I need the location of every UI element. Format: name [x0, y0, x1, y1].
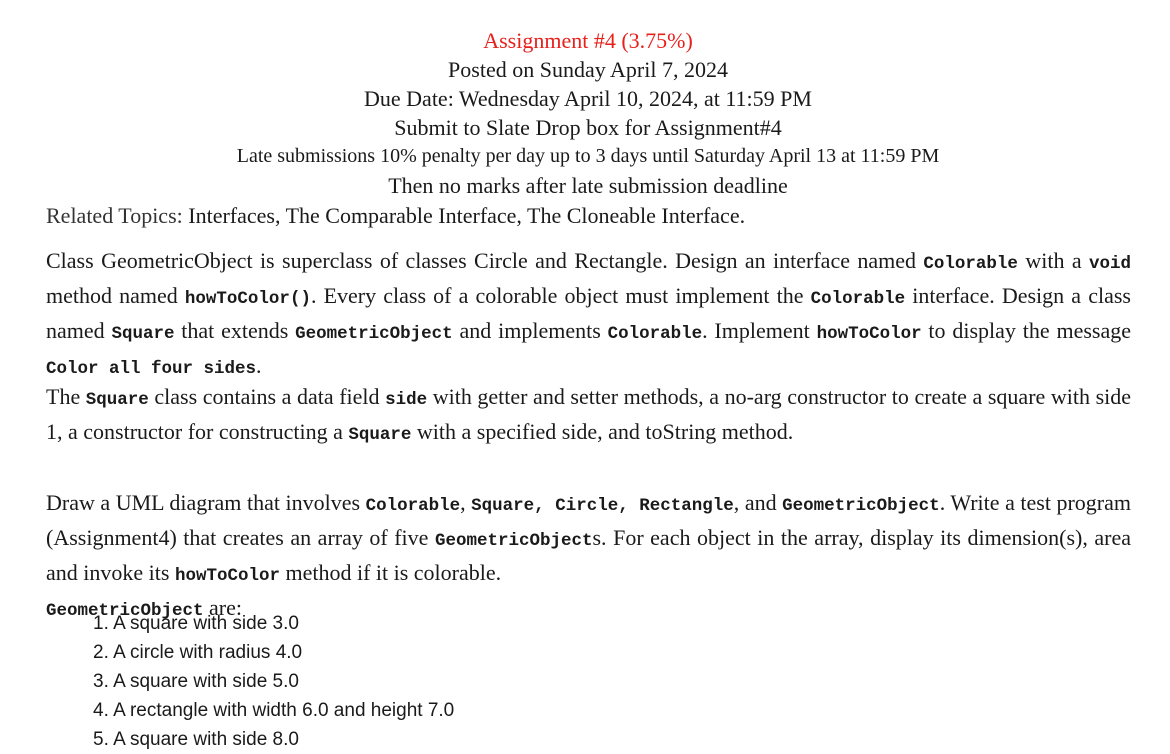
code-run: Colorable: [365, 496, 461, 516]
assignment-header: [0, 26, 1170, 200]
text-run: . Write a test program (Assignment4) that creates an array of five: [46, 490, 1132, 550]
text-run: The: [46, 384, 86, 409]
code-run: howToColor: [816, 324, 922, 344]
text-run: class contains a data field: [148, 384, 386, 409]
assignment-title: Assignment #4 (3.75%): [483, 28, 693, 53]
list-item: 1. A square with side 3.0: [93, 613, 299, 634]
text-run: . Implement: [702, 318, 817, 343]
list-item: 3. A square with side 5.0: [93, 671, 299, 692]
text-run: with a specified side, and toString method.: [411, 419, 794, 444]
code-run: GeometricObject: [782, 496, 940, 516]
late-policy: Late submissions 10% penalty per day up to 3 days until Saturday April 13 at 11:59 PM: [236, 145, 940, 167]
due-date: Due Date: Wednesday April 10, 2024, at 11:59 PM: [364, 86, 812, 111]
code-run: Square: [111, 324, 175, 344]
code-run: side: [385, 390, 428, 410]
code-run: void: [1089, 254, 1132, 274]
text-run: method named: [46, 283, 185, 308]
text-run: with a: [1017, 248, 1089, 273]
related-topics-list: Interfaces, The Comparable Interface, The Cloneable Interface.: [188, 203, 746, 228]
text-run: ,: [460, 490, 472, 515]
text-run: , and: [733, 490, 783, 515]
text-run: Draw a UML diagram that involves: [46, 490, 366, 515]
posted-date: Posted on Sunday April 7, 2024: [448, 57, 728, 82]
code-run: howToColor(): [184, 289, 311, 309]
code-run: GeometricObject: [46, 601, 204, 621]
list-item: 2. A circle with radius 4.0: [93, 642, 303, 663]
code-run: GeometricObject: [295, 324, 453, 344]
text-run: .: [256, 353, 262, 378]
related-topics: [46, 200, 1131, 231]
text-run: to display the message: [921, 318, 1131, 343]
text-run: . Every class of a colorable object must implement the: [310, 283, 811, 308]
code-run: Square, Circle, Rectangle: [471, 496, 734, 516]
paragraph-square-class: [46, 381, 1131, 451]
paragraph-interface: [46, 245, 1131, 385]
list-item: 4. A rectangle with width 6.0 and height 7.0: [93, 700, 455, 721]
paragraph-uml-test: [46, 487, 1131, 627]
text-run: interface. Design a class named: [46, 283, 1131, 343]
code-run: Colorable: [923, 254, 1018, 274]
code-run: Square: [85, 390, 149, 410]
code-run: Square: [348, 425, 412, 445]
related-topics-label: Related Topics:: [46, 203, 183, 228]
text-run: with getter and setter methods, a no-arg constructor to create a square with side 1, a constructor for constructing a: [46, 384, 1132, 444]
text-run: Class GeometricObject is superclass of classes Circle and Rectangle. Design an interface named: [46, 248, 917, 273]
list-item: 5. A square with side 8.0: [93, 729, 299, 750]
text-run: s. For each object in the array, display its dimension(s), area and invoke its: [46, 525, 1131, 585]
code-run: Colorable: [607, 324, 703, 344]
text-run: and implements: [452, 318, 608, 343]
geometric-objects-list: [93, 609, 454, 754]
code-run: Colorable: [810, 289, 906, 309]
submit-instructions: Submit to Slate Drop box for Assignment#4: [394, 115, 782, 140]
deadline-note: Then no marks after late submission deadline: [388, 173, 788, 198]
text-run: are:: [203, 595, 242, 620]
text-run: method if it is colorable.: [279, 560, 502, 585]
code-run: howToColor: [174, 566, 280, 586]
code-run: GeometricObject: [434, 531, 593, 551]
code-run: Color all four sides: [46, 359, 257, 379]
text-run: that extends: [174, 318, 296, 343]
